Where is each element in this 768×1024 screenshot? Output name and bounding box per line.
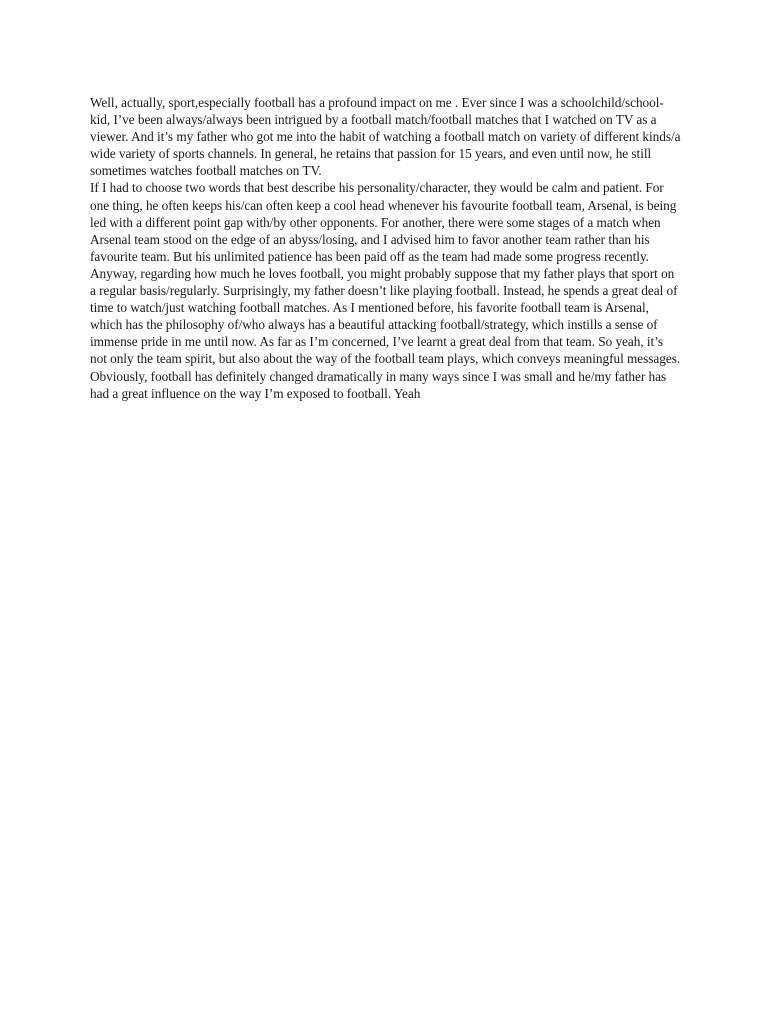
paragraph-1: Well, actually, sport,especially football has a profound impact on me . Ever since I was a schoolchild/school-kid, I’ve been always/always been intrigued by a football match/football matches that I watched on TV as a viewer. And it’s my father who got me into the habit of watching a football match on variety of different kinds/a wide variety of sports channels. In general, he retains that passion for 15 years, and even until now, he still sometimes watches football matches on TV. [90,95,681,179]
document-body [90,94,682,402]
paragraph-3: Anyway, regarding how much he loves football, you might probably suppose that my father plays that sport on a regular basis/regularly. Surprisingly, my father doesn’t like playing football. Instead, he spends a great deal of time to watch/just watching football matches. As I mentioned before, his favorite football team is Arsenal, which has the philosophy of/who always has a beautiful attacking football/strategy, which instills a sense of immense pride in me until now. As far as I’m concerned, I’ve learnt a great deal from that team. So yeah, it’s not only the team spirit, but also about the way of the football team plays, which conveys meaningful messages. [90,265,681,367]
paragraph-2: If I had to choose two words that best describe his personality/character, they would be calm and patient. For one thing, he often keeps his/can often keep a cool head whenever his favourite football team, Arsenal, is being led with a different point gap with/by other opponents. For another, there were some stages of a match when Arsenal team stood on the edge of an abyss/losing, and I advised him to favor another team rather than his favourite team. But his unlimited patience has been paid off as the team had made some progress recently. [90,180,677,264]
paragraph-4: Obviously, football has definitely changed dramatically in many ways since I was small and he/my father has had a great influence on the way I’m exposed to football. Yeah [90,368,667,401]
